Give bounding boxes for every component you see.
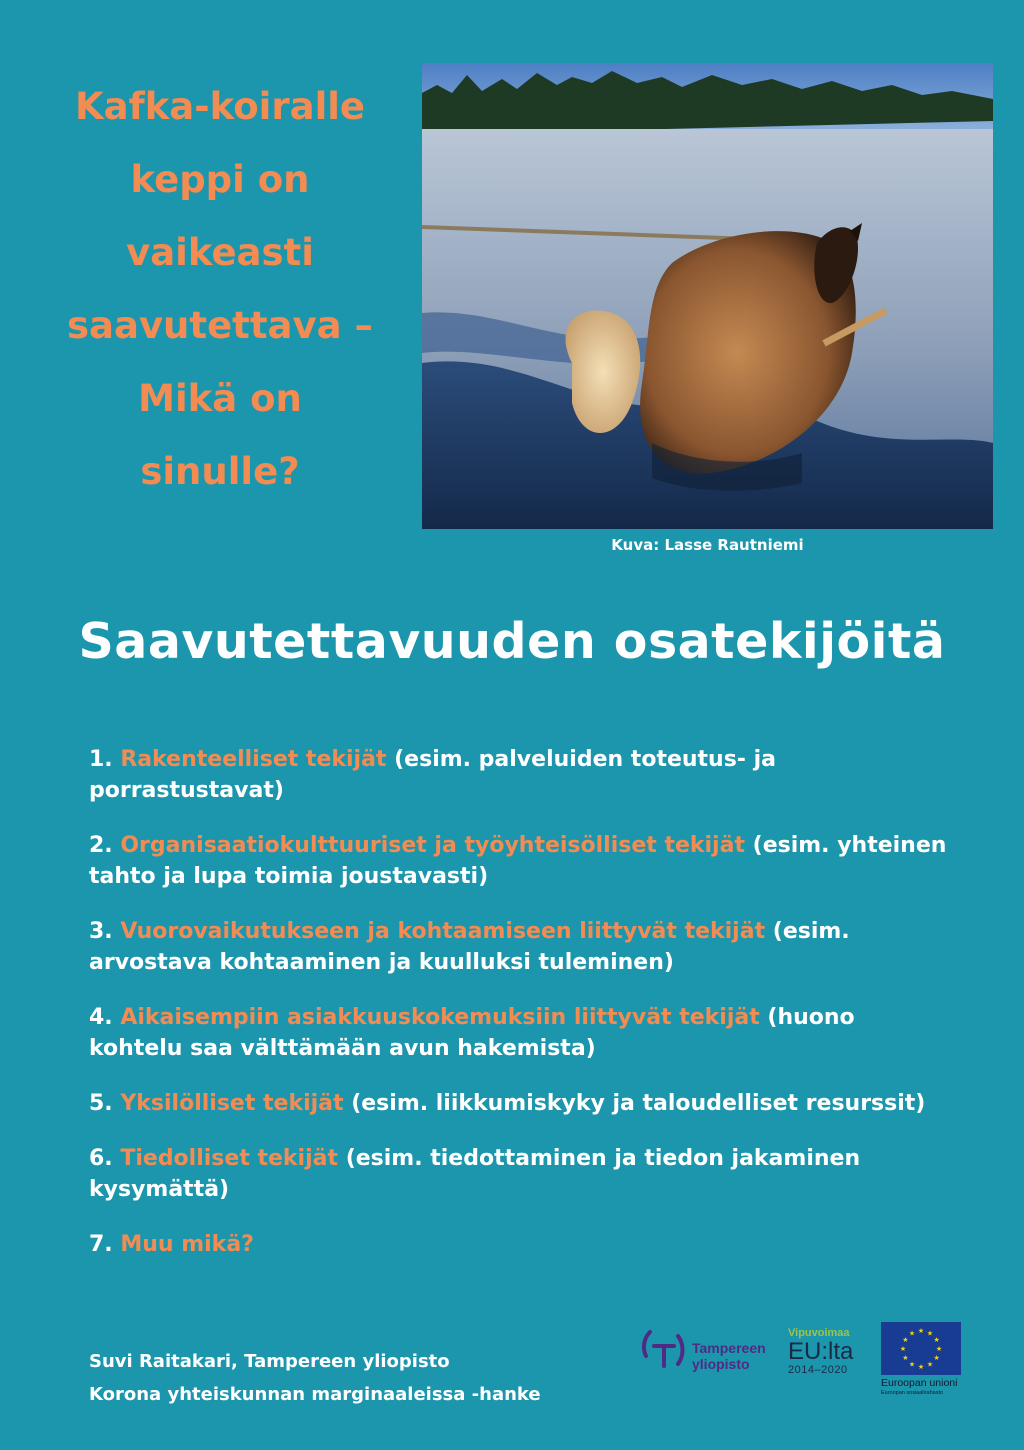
- factor-highlight: Aikaisempiin asiakkuuskokemuksiin liittyvät tekijät: [120, 1005, 760, 1030]
- factor-item: [89, 830, 949, 892]
- factor-item: [89, 1229, 949, 1260]
- svg-text:★: ★: [917, 1363, 925, 1371]
- factor-item: [89, 1143, 949, 1205]
- headline: [18, 70, 422, 508]
- headline-line: keppi on: [130, 158, 310, 201]
- factor-description: (esim. yhteinen tahto ja lupa toimia joustavasti): [89, 833, 947, 889]
- photo-credit: Kuva: Lasse Rautniemi: [611, 536, 804, 554]
- svg-text:★: ★: [902, 1354, 909, 1362]
- factor-number: 6.: [89, 1146, 113, 1171]
- tau-line2: yliopisto: [692, 1356, 750, 1372]
- svg-text:★: ★: [935, 1345, 943, 1353]
- footer-project: Korona yhteiskunnan marginaaleissa -hanke: [89, 1384, 541, 1405]
- svg-text:★: ★: [902, 1336, 909, 1344]
- tampere-university-mark-icon: [640, 1324, 688, 1380]
- factor-item: [89, 1088, 949, 1119]
- svg-text:★: ★: [933, 1354, 940, 1362]
- svg-text:★: ★: [899, 1345, 907, 1353]
- section-title: Saavutettavuuden osatekijöitä: [78, 613, 946, 670]
- eu-logo: [881, 1322, 961, 1398]
- svg-text:★: ★: [926, 1329, 934, 1338]
- vipu-line2: EU:lta: [788, 1338, 854, 1365]
- factor-highlight: Vuorovaikutukseen ja kohtaamiseen liittyvät tekijät: [120, 919, 766, 944]
- svg-text:★: ★: [926, 1360, 934, 1369]
- factor-item: [89, 1002, 949, 1064]
- factor-number: 4.: [89, 1005, 113, 1030]
- vipu-line3: 2014–2020: [788, 1364, 848, 1376]
- factor-description: (huono kohtelu saa välttämään avun hakemista): [89, 1005, 855, 1061]
- factor-description: (esim. liikkumiskyky ja taloudelliset resurssit): [351, 1091, 926, 1116]
- headline-line: vaikeasti: [126, 231, 314, 274]
- eu-flag-icon: [881, 1322, 961, 1375]
- factor-number: 7.: [89, 1232, 113, 1257]
- eu-line1: Euroopan unioni: [881, 1377, 958, 1389]
- factor-description: (esim. palveluiden toteutus- ja porrastustavat): [89, 747, 776, 803]
- vipu-line1: Vipuvoimaa: [788, 1327, 850, 1339]
- headline-line: saavutettava –: [66, 304, 373, 347]
- factor-highlight: Rakenteelliset tekijät: [120, 747, 387, 772]
- headline-line: Mikä on: [138, 377, 302, 420]
- svg-text:★: ★: [917, 1327, 925, 1335]
- factor-number: 3.: [89, 919, 113, 944]
- factor-highlight: Tiedolliset tekijät: [120, 1146, 339, 1171]
- factor-description: (esim. tiedottaminen ja tiedon jakaminen kysymättä): [89, 1146, 861, 1202]
- eu-line2: Euroopan sosiaalirahasto: [881, 1390, 944, 1396]
- factor-description: (esim. arvostava kohtaaminen ja kuulluksi tuleminen): [89, 919, 850, 975]
- factor-highlight: Organisaatiokulttuuriset ja työyhteisölliset tekijät: [120, 833, 745, 858]
- factor-item: [89, 744, 949, 806]
- dog-photo: [422, 63, 993, 529]
- factors-list: [89, 744, 949, 1284]
- tau-line1: Tampereen: [692, 1340, 766, 1356]
- footer: [89, 1345, 541, 1411]
- factor-number: 1.: [89, 747, 113, 772]
- svg-text:★: ★: [908, 1360, 916, 1369]
- svg-text:★: ★: [908, 1329, 916, 1338]
- headline-line: Kafka-koiralle: [74, 85, 366, 128]
- footer-author: Suvi Raitakari, Tampereen yliopisto: [89, 1351, 450, 1372]
- factor-item: [89, 916, 949, 978]
- dog-on-ice-illustration: [422, 63, 993, 529]
- factor-highlight: Yksilölliset tekijät: [120, 1091, 344, 1116]
- factor-highlight: Muu mikä?: [120, 1232, 254, 1257]
- svg-text:★: ★: [933, 1336, 940, 1344]
- headline-line: sinulle?: [140, 450, 300, 493]
- factor-number: 5.: [89, 1091, 113, 1116]
- tampere-university-logo: [640, 1324, 780, 1384]
- vipuvoimaa-logo: [788, 1327, 872, 1379]
- factor-number: 2.: [89, 833, 113, 858]
